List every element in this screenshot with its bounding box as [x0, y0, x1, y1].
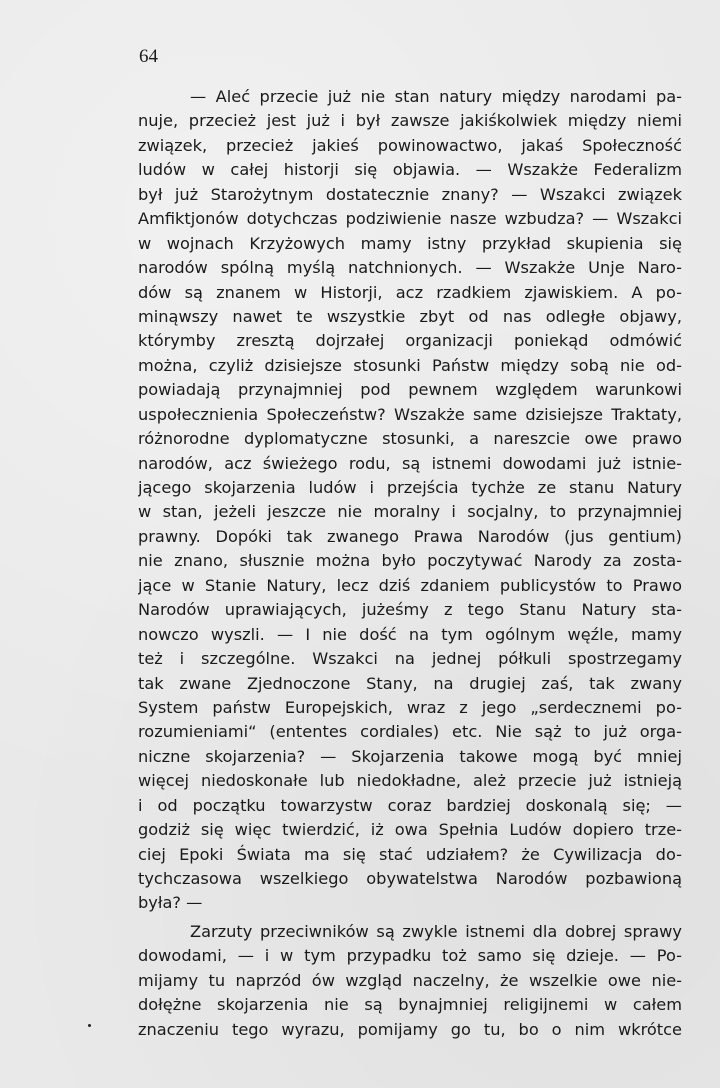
ink-dot — [88, 1024, 91, 1027]
text-line: mijamy tu naprzód ów wzgląd naczelny, że wszelkie owe nie- — [138, 970, 682, 990]
text-line: był już Starożytnym dostatecznie znany? — Wszakci związek — [138, 184, 682, 204]
text-line: jącego skojarzenia ludów i przejścia tychże ze stanu Natury — [138, 478, 682, 497]
text-line: którymby zresztą dojrzałej organizacji poniekąd odmówić — [138, 331, 682, 351]
text-line: niczne skojarzenia? — Skojarzenia takowe mogą być mniej — [138, 746, 682, 766]
text-line: godziż się więc twierdzić, iż owa Spełnia Ludów dopiero trze- — [138, 820, 682, 840]
body-text — [138, 85, 682, 1042]
text-line: Narodów uprawiających, jużeśmy z tego Stanu Natury sta- — [138, 600, 682, 620]
text-line: nie znano, słusznie można było poczytywać Narody za zosta- — [138, 551, 682, 571]
text-line: dołężne skojarzenia nie są bynajmniej religijnemi w całem — [138, 995, 682, 1015]
text-line: nuje, przecież jest już i był zawsze jakiśkolwiek między niemi — [138, 111, 682, 131]
text-line: różnorodne dyplomatyczne stosunki, a nareszcie owe prawo — [138, 429, 682, 449]
text-line: Zarzuty przeciwników są zwykle istnemi dla dobrej sprawy — [190, 921, 682, 941]
text-line: dowodami, — i w tym przypadku toż samo się dzieje. — Po- — [138, 946, 682, 966]
text-line: więcej niedoskonałe lub niedokładne, alеż przecie już istnieją — [138, 771, 682, 791]
text-line: związek, przecież jakieś powinowactwo, jakaś Społeczność — [138, 135, 682, 155]
page-number: 64 — [139, 46, 158, 67]
text-line: i od początku towarzystw coraz bardziej doskonalą się; — — [138, 795, 682, 815]
text-line: ludów w całej historji się objawia. — Wszakże Federalizm — [138, 160, 682, 180]
text-line: tak zwane Zjednoczone Stany, na drugiej zaś, tak zwany — [138, 673, 682, 693]
text-line: można, czyliż dzisiejsze stosunki Państw między sobą nie od- — [138, 355, 682, 375]
text-line: ciej Epoki Świata ma się stać udziałem? że Cywilizacja do- — [138, 844, 682, 864]
text-line: powiadają przynajmniej pod pewnem względem warunkowi — [138, 380, 682, 400]
text-line: jące w Stanie Natury, lecz dziś zdaniem publicystów to Prawo — [138, 575, 682, 595]
text-line: rozumieniami“ (ententes cordiales) etc. Nie sąż to już orga- — [138, 722, 682, 742]
text-line: narodów spólną myślą natchnionych. — Wszakże Unje Naro- — [138, 258, 682, 278]
text-line: nowczo wyszli. — I nie dość na tym ogólnym węźle, mamy — [138, 624, 682, 644]
text-line: Amfiktjonów dotychczas podziwienie nasze wzbudza? — Wszakci — [138, 209, 682, 229]
text-line: znaczeniu tego wyrazu, pomijamy go tu, bo o nim wkrótce — [138, 1019, 682, 1039]
text-line: w stan, jeżeli jeszcze nie moralny i socjalny, to przynajmniej — [138, 502, 682, 522]
text-line: też i szczególne. Wszakci na jednej półkuli spostrzegamy — [138, 649, 682, 669]
text-line: uspołecznienia Społeczeństw? Wszakże same dzisiejsze Traktaty, — [138, 404, 682, 424]
text-line: tychczasowa wszelkiego obywatelstwa Narodów pozbawioną — [138, 869, 682, 888]
text-line: prawny. Dopóki tak zwanego Prawa Narodów (jus gentium) — [138, 526, 682, 546]
text-line: w wojnach Krzyżowych mamy istny przykład skupienia się — [138, 233, 682, 253]
text-line: dów są znanem w Historji, acz rzadkiem zjawiskiem. A po- — [138, 282, 682, 302]
text-line: minąwszy nawet te wszystkie zbyt od nas odległe objawy, — [138, 306, 682, 326]
text-line: — Aleć przecie już nie stan natury między narodami pa- — [190, 87, 682, 106]
text-line: była? — — [138, 893, 203, 913]
text-line: System państw Europejskich, wraz z jego „serdecznemi po- — [138, 697, 682, 717]
text-line: narodów, acz świeżego rodu, są istnemi dowodami już istnie- — [138, 453, 682, 473]
